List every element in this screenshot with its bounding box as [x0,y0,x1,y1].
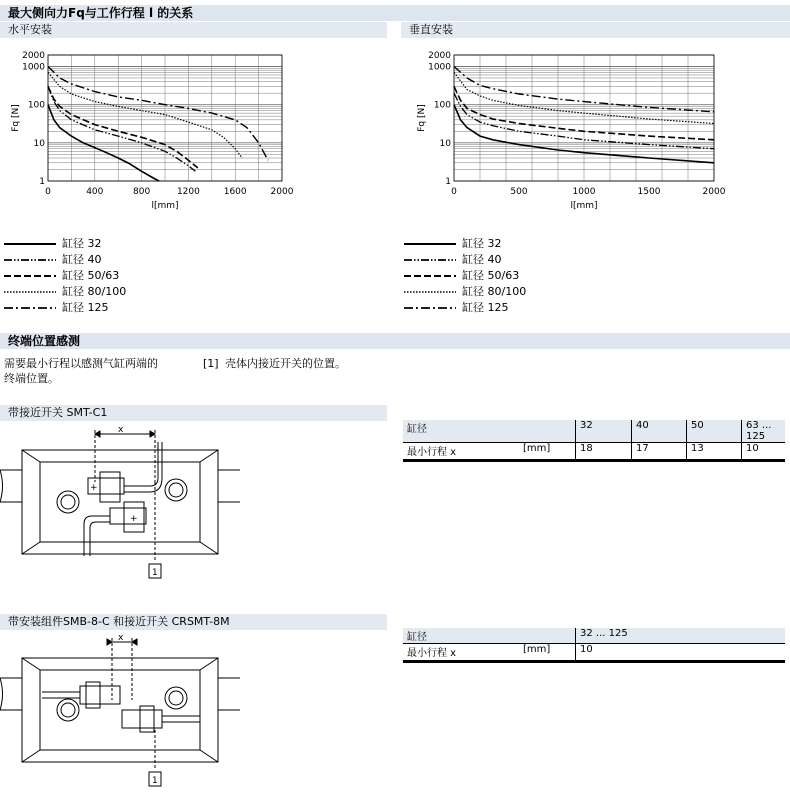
description-line-1: 需要最小行程以感测气缸两端的 [4,357,158,370]
legend-item [404,236,604,252]
table-col: 32 [576,420,632,443]
legend-label: 缸径 32 [62,237,102,250]
legend-label: 缸径 32 [462,237,502,250]
row-label-text: 最小行程 x [407,648,457,659]
diagram2-header: 带安装组件SMB-8-C 和接近开关 CRSMT-8M [0,614,387,630]
legend-item [4,268,204,284]
row-label-text: 最小行程 x [407,447,457,458]
x-axis-label: l[mm] [570,201,598,211]
svg-text:+: + [130,514,138,524]
x-tick-label: 800 [133,187,151,197]
legend-item [4,284,204,300]
legend-item [404,252,604,268]
legend-swatch [404,306,456,310]
y-tick-label: 10 [439,138,451,149]
x-tick-label: 0 [45,187,51,197]
section-title-side-force: 最大侧向力Fq与工作行程 l 的关系 [0,5,790,21]
table-cell: 10 [742,443,786,461]
table-cell: 13 [687,443,742,461]
table-row-label [403,443,576,461]
table-col: 32 ... 125 [576,628,786,644]
y-tick-label: 2000 [22,51,45,61]
diagram-smt-c1 [0,422,240,587]
callout-1: 1 [152,776,158,786]
y-tick-label: 1000 [428,62,451,73]
legend-label: 缸径 125 [462,301,509,314]
y-tick-label: 100 [433,100,451,111]
legend-item [4,252,204,268]
table-row-label [403,644,576,662]
grid [48,55,282,181]
table-col: 40 [632,420,687,443]
table-min-stroke-crsmt [403,628,785,663]
callout-1: 1 [152,568,158,578]
y-tick-label: 10 [33,138,45,149]
row-unit: [mm] [523,644,551,655]
y-tick-label: 2000 [428,51,451,61]
legend-label: 缸径 80/100 [462,285,527,298]
legend-label: 缸径 40 [462,253,502,266]
y-tick-label: 1 [39,177,45,187]
note-text: 壳体内接近开关的位置。 [225,357,346,370]
legend-label: 缸径 80/100 [62,285,127,298]
legend-swatch [4,274,56,278]
row-unit: [mm] [523,443,551,454]
description-line-2: 终端位置。 [4,372,59,385]
diagram1-header: 带接近开关 SMT-C1 [0,405,387,421]
series-line-3 [48,86,198,167]
legend-label: 缸径 50/63 [462,269,520,282]
legend-item [4,236,204,252]
grid [454,55,714,181]
legend-swatch [4,290,56,294]
legend-swatch [404,258,456,262]
y-tick-label: 1000 [22,62,45,73]
legend-swatch [404,274,456,278]
table-cell: 17 [632,443,687,461]
legend-item [4,300,204,316]
section-title-end-position: 终端位置感测 [0,333,790,349]
table-col: 50 [687,420,742,443]
y-tick-label: 100 [27,100,45,111]
legend-label: 缸径 125 [62,301,109,314]
x-tick-label: 0 [451,187,457,197]
x-axis-label: l[mm] [151,201,179,211]
y-axis-label: Fq [N] [11,104,21,132]
table-min-stroke-smt [403,420,785,462]
table-header-label: 缸径 [403,628,576,644]
x-tick-label: 1500 [637,187,661,197]
legend-item [404,268,604,284]
chart-vertical [400,42,730,222]
x-tick-label: 1600 [223,187,247,197]
legend-swatch [4,258,56,262]
x-tick-label: 1000 [572,187,596,197]
legend-item [404,300,604,316]
legend-swatch [404,290,456,294]
subtitle-horizontal: 水平安装 [0,22,387,38]
svg-text:+: + [90,483,98,493]
x-tick-label: 1200 [176,187,200,197]
legend-swatch [404,242,456,246]
note-number: [1] [203,357,219,370]
y-axis-label: Fq [N] [417,104,427,132]
legend-label: 缸径 40 [62,253,102,266]
table-cell: 10 [576,644,786,662]
legend-swatch [4,242,56,246]
dim-x-label: x [118,633,124,643]
diagram-smb-8-c [0,630,240,795]
legend-item [404,284,604,300]
legend-swatch [4,306,56,310]
table-cell: 18 [576,443,632,461]
x-tick-label: 500 [510,187,528,197]
series-line-2 [48,86,195,171]
dim-x-label: x [118,425,124,435]
legend-label: 缸径 50/63 [62,269,120,282]
y-tick-label: 1 [445,177,451,187]
x-tick-label: 2000 [270,187,294,197]
chart-horizontal [0,42,300,222]
x-tick-label: 400 [86,187,104,197]
table-header-label: 缸径 [403,420,576,443]
subtitle-vertical: 垂直安装 [401,22,790,38]
x-tick-label: 2000 [702,187,726,197]
table-col: 63 ... 125 [742,420,786,443]
